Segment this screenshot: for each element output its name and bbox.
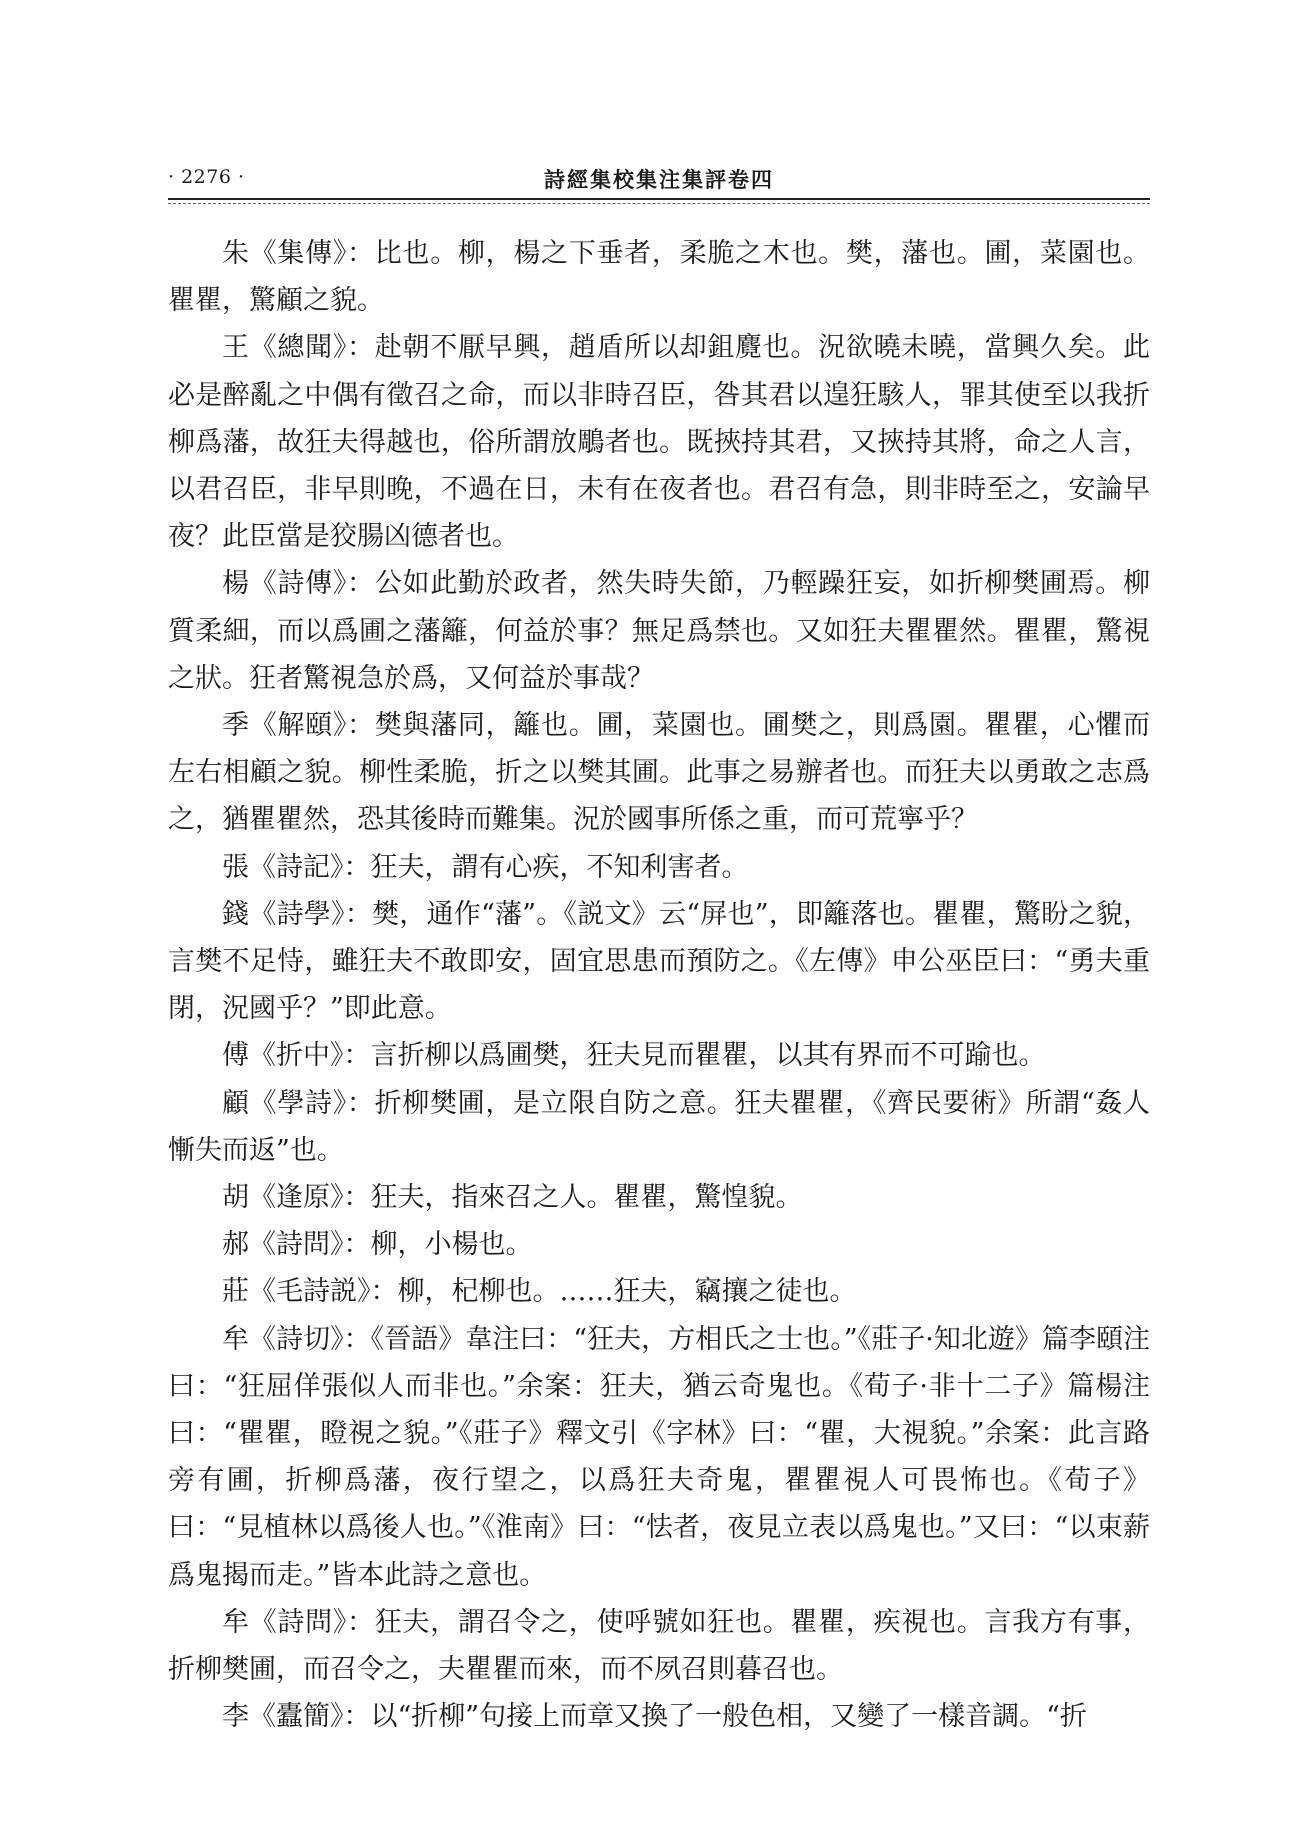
commentary-gu: 顧《學詩》：折柳樊圃，是立限自防之意。狂夫瞿瞿，《齊民要術》所謂“姦人慚失而返”也。 <box>168 1087 1150 1166</box>
page-header <box>168 158 1150 198</box>
commentary-qian: 錢《詩學》：樊，通作“藩”。《説文》云“屏也”，即籬落也。瞿瞿，驚盼之貌，言樊不足恃，雖狂夫不敢即安，固宜思患而預防之。《左傳》申公巫臣曰：“勇夫重閉，況國乎？”即此意。 <box>168 898 1150 1025</box>
commentary-zhang: 張《詩記》：狂夫，謂有心疾，不知利害者。 <box>222 851 749 883</box>
commentary-mou-shiwen: 牟《詩問》：狂夫，謂召令之，使呼號如狂也。瞿瞿，疾視也。言我方有事，折柳樊圃，而召令之，夫瞿瞿而來，而不夙召則暮召也。 <box>168 1606 1150 1686</box>
header-rule-secondary <box>168 203 1150 204</box>
commentary-hu: 胡《逢原》：狂夫，指來召之人。瞿瞿，驚惶貌。 <box>222 1182 803 1214</box>
running-title: 詩經集校集注集評卷四 <box>544 167 774 192</box>
page-number: · 2276 · <box>168 166 245 188</box>
commentary-yang: 楊《詩傳》：公如此勤於政者，然失時失節，乃輕躁狂妄，如折柳樊圃焉。柳質柔細，而以爲圃之藩籬，何益於事？無足爲禁也。又如狂夫瞿瞿然。瞿瞿，驚視之狀。狂者驚視急於爲，又何益於事哉？ <box>168 568 1150 694</box>
commentary-li: 李《蠹簡》：以“折柳”句接上而章又換了一般色相，又變了一樣音調。“折 <box>222 1701 1087 1733</box>
commentary-wang: 王《總聞》：赴朝不厭早興，趙盾所以却鉏麑也。況欲曉未曉，當興久矣。此必是醉亂之中偶有徵召之命，而以非時召臣，咎其君以遑狂駭人，罪其使至以我折柳爲藩，故狂夫得越也，俗所謂放鵰者也。既挾持其君，又挾持其將，命之人言，以君召臣，非早則晚，不過在日，未有在夜者也。君召有急，則非時至之，安論早夜？此臣當是狡腸凶德者也。 <box>168 332 1150 553</box>
commentary-zhuang: 莊《毛詩説》：柳，杞柳也。……狂夫，竊攘之徒也。 <box>222 1276 857 1308</box>
commentary-zhu: 朱《集傳》：比也。柳，楊之下垂者，柔脆之木也。樊，藩也。圃，菜園也。瞿瞿，驚顧之貌。 <box>168 238 1150 317</box>
header-rule <box>168 198 1150 200</box>
commentary-hao: 郝《詩問》：柳，小楊也。 <box>222 1229 533 1261</box>
body-text <box>168 230 1150 1741</box>
commentary-fu: 傅《折中》：言折柳以爲圃樊，狂夫見而瞿瞿，以其有界而不可踰也。 <box>222 1040 1046 1072</box>
commentary-ji: 季《解頤》：樊與藩同，籬也。圃，菜園也。圃樊之，則爲園。瞿瞿，心懼而左右相顧之貌。柳性柔脆，折之以樊其圃。此事之易辦者也。而狂夫以勇敢之志爲之，猶瞿瞿然，恐其後時而難集。況於國事所係之重，而可荒寧乎？ <box>168 710 1150 836</box>
commentary-mou-shiqie: 牟《詩切》：《晉語》韋注曰：“狂夫，方相氏之士也。”《莊子·知北遊》篇李頤注曰：“狂屈佯張似人而非也。”余案：狂夫，猶云奇鬼也。《荀子·非十二子》篇楊注曰：“瞿瞿，瞪視之貌。”《莊子》釋文引《字林》曰：“瞿，大視貌。”余案：此言路旁有圃，折柳爲藩，夜行望之，以爲狂夫奇鬼，瞿瞿視人可畏怖也。《荀子》曰：“見植林以爲後人也。”《淮南》曰：“怯者，夜見立表以爲鬼也。”又曰：“以束薪爲鬼揭而走。”皆本此詩之意也。 <box>168 1323 1150 1591</box>
